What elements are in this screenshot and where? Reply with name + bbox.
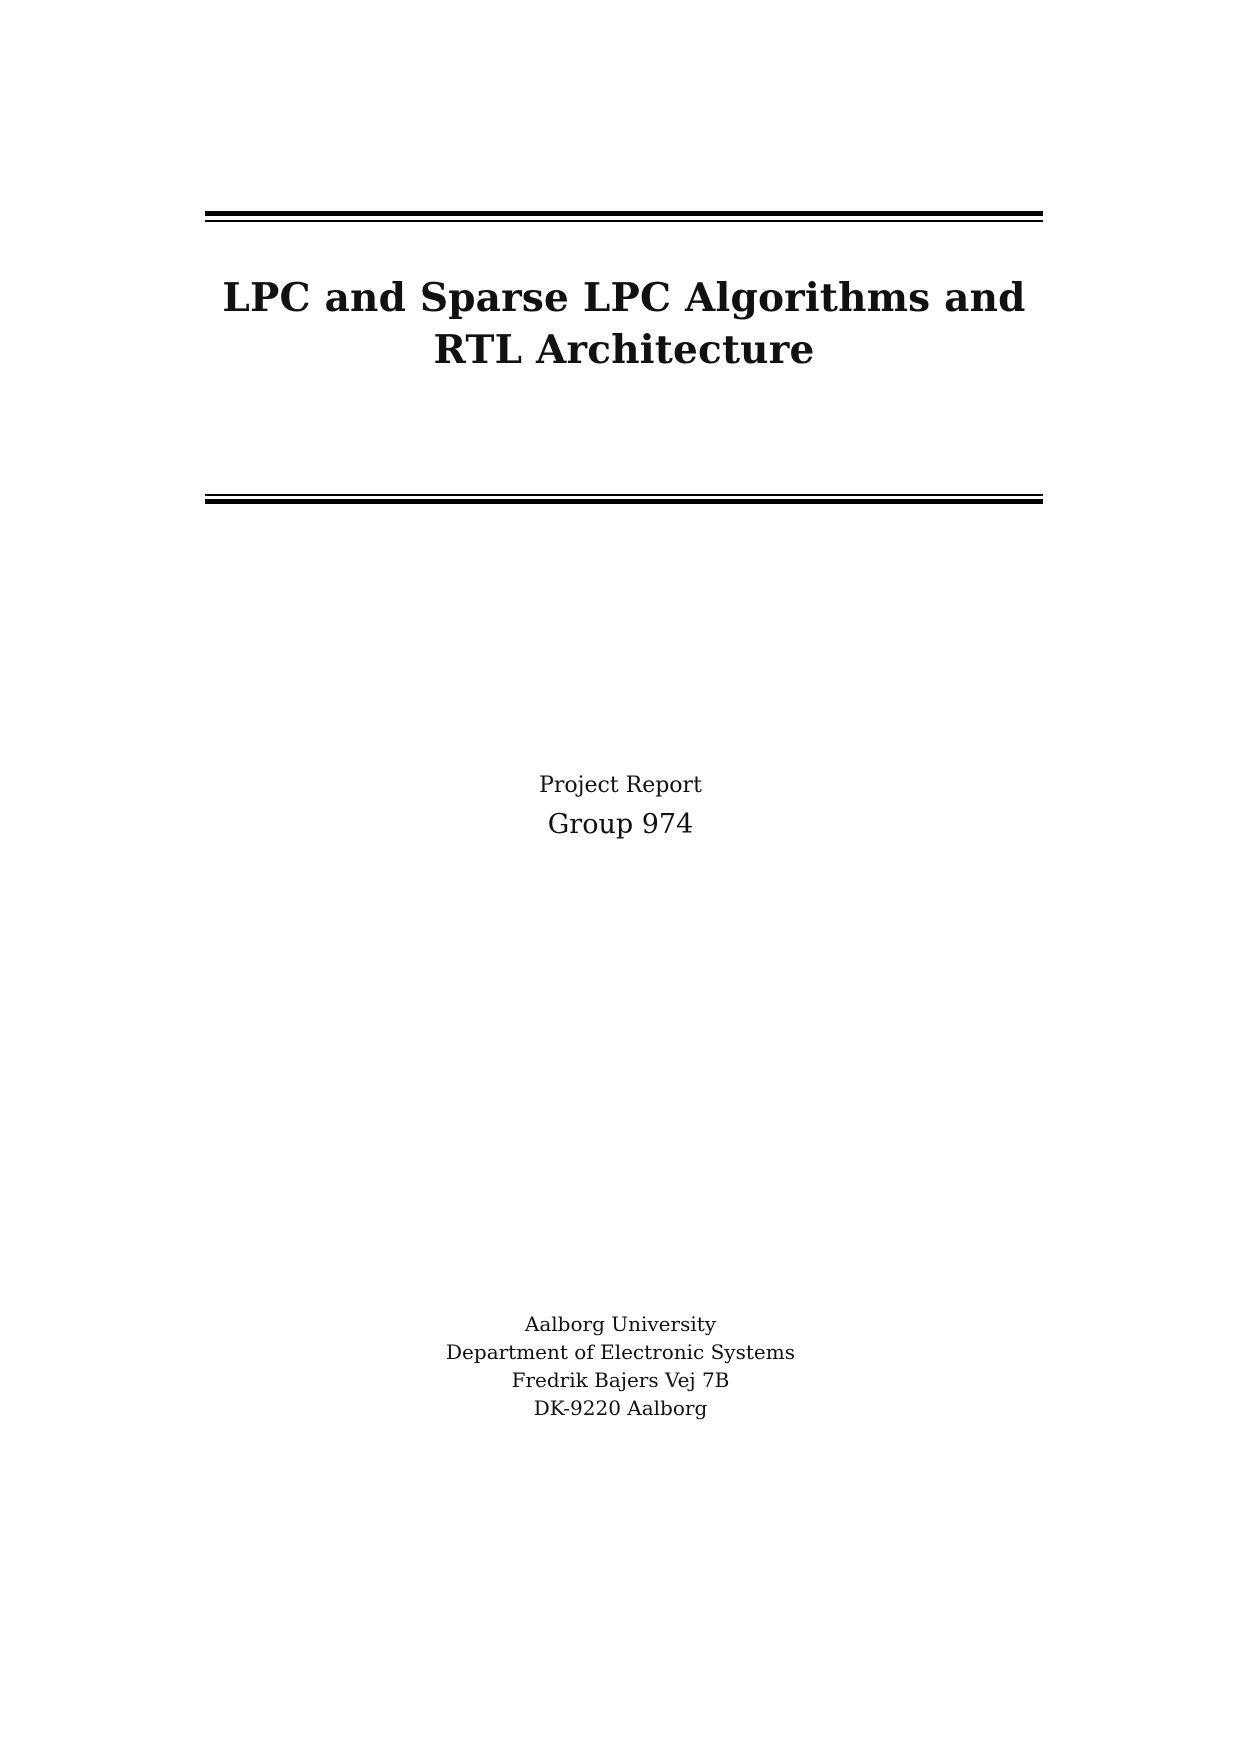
report-info bbox=[0, 771, 1241, 845]
title-line-2: RTL Architecture bbox=[433, 327, 815, 373]
bottom-rule-thin bbox=[205, 494, 1043, 496]
group-number: Group 974 bbox=[547, 809, 694, 840]
report-type: Project Report bbox=[539, 773, 702, 798]
city-postcode: DK-9220 Aalborg bbox=[533, 1396, 708, 1420]
bottom-rule-thick bbox=[205, 499, 1043, 504]
title-line-1: LPC and Sparse LPC Algorithms and bbox=[222, 275, 1026, 321]
university-name: Aalborg University bbox=[524, 1312, 717, 1336]
street-address: Fredrik Bajers Vej 7B bbox=[511, 1368, 730, 1392]
department-name: Department of Electronic Systems bbox=[446, 1340, 795, 1364]
document-title bbox=[205, 272, 1043, 376]
top-rule-thick bbox=[205, 211, 1043, 216]
address-block bbox=[0, 1310, 1241, 1422]
top-rule-thin bbox=[205, 220, 1043, 222]
